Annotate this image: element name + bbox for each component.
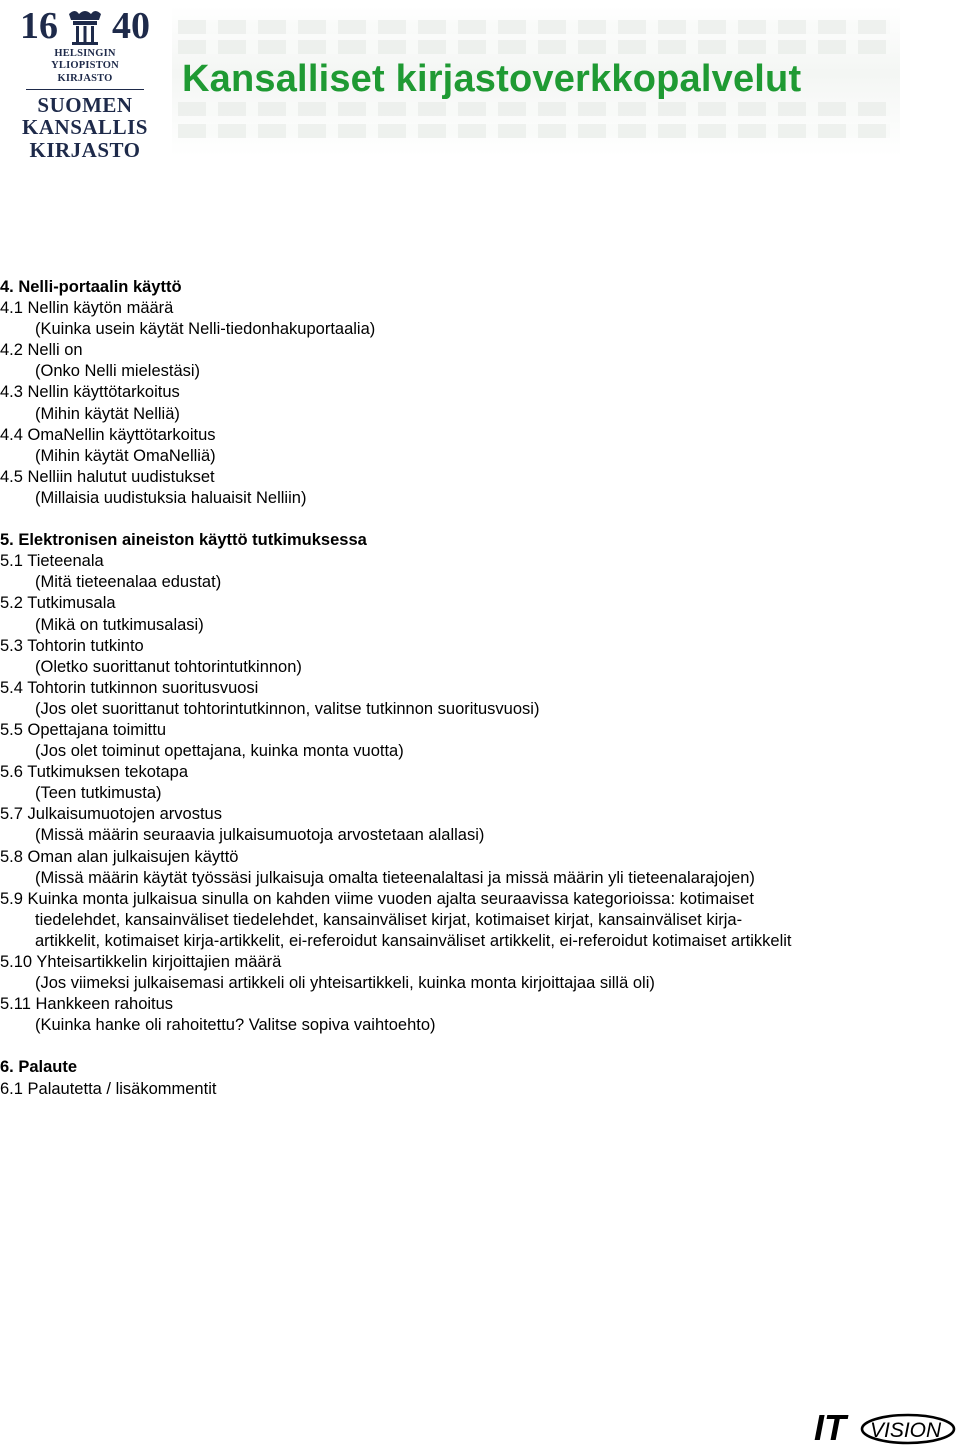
question-title: 5.11 Hankkeen rahoitus: [0, 995, 174, 1014]
banner-faded-text-row: [178, 102, 890, 116]
question-title: 5.1 Tieteenala: [0, 552, 104, 571]
section-spacer: [0, 509, 960, 530]
question-title: 4.4 OmaNellin käyttötarkoitus: [0, 425, 216, 444]
section-heading: 6. Palaute: [0, 1058, 78, 1077]
banner-faded-text-row: [178, 124, 890, 138]
question-description: (Missä määrin käytät työssäsi julkaisuja omalta tieteenalaltasi ja missä määrin yli tieteenalarajojen): [35, 868, 755, 887]
question-title: 5.5 Opettajana toimittu: [0, 720, 167, 739]
question-title: 4.3 Nellin käyttötarkoitus: [0, 383, 180, 402]
question-title: 4.1 Nellin käytön määrä: [0, 299, 174, 318]
itvision-logo-it: IT: [814, 1408, 846, 1446]
logo-university-line-2: KIRJASTO: [57, 73, 113, 84]
question-title: 5.4 Tohtorin tutkinnon suoritusvuosi: [0, 678, 259, 697]
question-description: (Missä määrin seuraavia julkaisumuotoja arvostetaan alallasi): [35, 826, 485, 845]
question-title: 4.2 Nelli on: [0, 341, 83, 360]
question-description: (Kuinka usein käytät Nelli-tiedonhakuportaalia): [35, 320, 376, 339]
logo-year-left: 16: [20, 5, 58, 47]
logo-name-line-1: SUOMEN: [37, 92, 133, 117]
question-description: (Kuinka hanke oli rahoitettu? Valitse sopiva vaihtoehto): [35, 1016, 436, 1035]
question-title-multiline: 5.9 Kuinka monta julkaisua sinulla on kahden viime vuoden ajalta seuraavissa kategorioissa: kotimaiset: [0, 889, 754, 908]
document-body: [0, 277, 960, 1100]
section-heading: 4. Nelli-portaalin käyttö: [0, 278, 182, 296]
question-description: (Teen tutkimusta): [35, 784, 162, 803]
question-title: 5.7 Julkaisumuotojen arvostus: [0, 805, 222, 824]
logo-name-line-2: KANSALLIS: [22, 115, 148, 139]
library-logo: [20, 6, 150, 160]
question-title: 5.3 Tohtorin tutkinto: [0, 636, 144, 655]
logo-name-line-3: KIRJASTO: [29, 137, 141, 162]
question-description: (Jos viimeksi julkaisemasi artikkeli oli yhteisartikkeli, kuinka monta kirjoittajaa sillä oli): [35, 974, 655, 993]
question-description: (Mihin käytät OmaNelliä): [35, 446, 216, 465]
question-description: (Mikä on tutkimusalasi): [35, 615, 204, 634]
banner-faded-text-row: [178, 40, 890, 54]
banner-title: Kansalliset kirjastoverkkopalvelut: [182, 58, 802, 100]
question-description: (Jos olet toiminut opettajana, kuinka monta vuotta): [35, 742, 404, 761]
question-title: 5.2 Tutkimusala: [0, 594, 116, 613]
question-description: (Onko Nelli mielestäsi): [35, 362, 201, 381]
question-title-continuation: tiedelehdet, kansainväliset tiedelehdet, kansainväliset kirjat, kotimaiset kirjat, kansainväliset kirja-: [35, 910, 743, 929]
question-title: 5.6 Tutkimuksen tekotapa: [0, 763, 189, 782]
question-title: 4.5 Nelliin halutut uudistukset: [0, 467, 215, 486]
question-title-continuation: artikkelit, kotimaiset kirja-artikkelit, ei-referoidut kansainväliset artikkelit, ei-referoidut kotimaiset artikkelit: [35, 931, 792, 950]
logo-year-right: 40: [112, 5, 150, 47]
itvision-logo: [812, 1408, 956, 1446]
section-spacer: [0, 1036, 960, 1057]
banner-faded-text-row: [178, 20, 890, 34]
question-title: 5.8 Oman alan julkaisujen käyttö: [0, 847, 239, 866]
question-description: (Jos olet suorittanut tohtorintutkinnon, valitse tutkinnon suoritusvuosi): [35, 699, 540, 718]
column-capital-icon: [65, 6, 105, 46]
question-description: (Mitä tieteenalaa edustat): [35, 573, 222, 592]
question-description: (Mihin käytät Nelliä): [35, 404, 180, 423]
itvision-logo-vision: VISION: [870, 1419, 942, 1442]
question-description: (Millaisia uudistuksia haluaisit Nelliin): [35, 488, 307, 507]
section-heading: 5. Elektronisen aineiston käyttö tutkimuksessa: [0, 531, 367, 550]
question-title: 5.10 Yhteisartikkelin kirjoittajien määrä: [0, 953, 282, 971]
question-description: (Oletko suorittanut tohtorintutkinnon): [35, 657, 302, 676]
logo-year: [20, 6, 150, 46]
logo-divider: [26, 89, 144, 90]
logo-university-line-1: HELSINGIN YLIOPISTON: [51, 48, 119, 71]
question-title: 6.1 Palautetta / lisäkommentit: [0, 1079, 217, 1098]
